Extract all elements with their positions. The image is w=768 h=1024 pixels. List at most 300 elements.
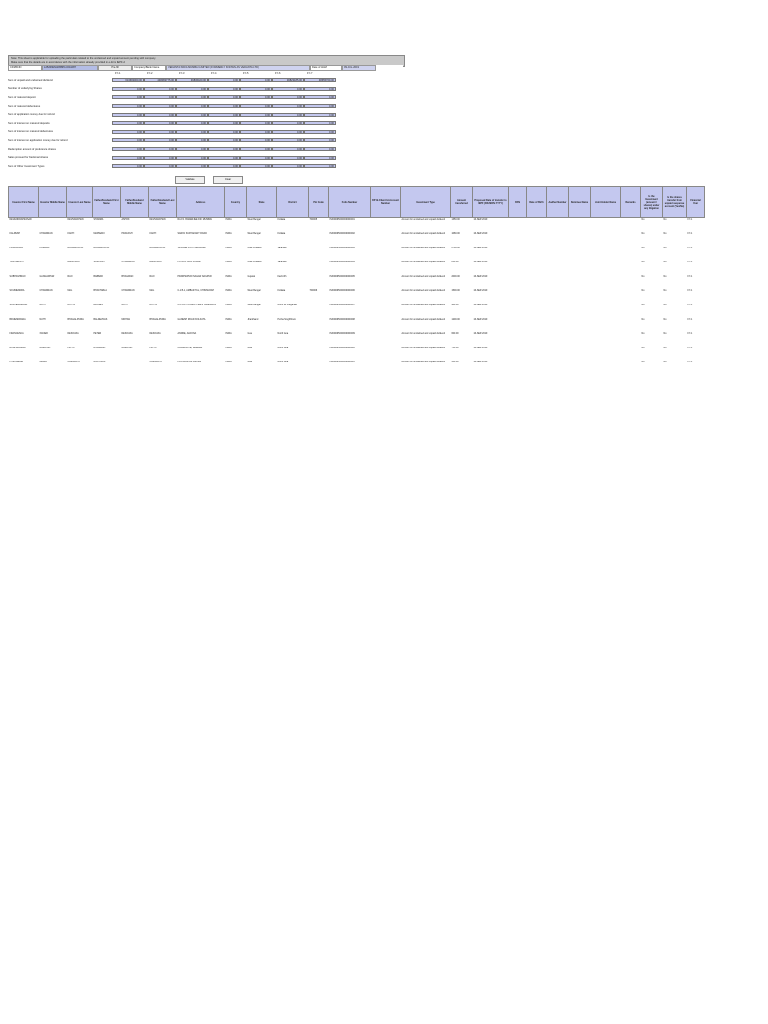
table-cell[interactable]: No (663, 289, 667, 292)
clear-button[interactable]: Clear (213, 176, 243, 184)
table-cell[interactable]: Goa (247, 332, 252, 335)
table-cell[interactable]: BALDEVDAS (93, 318, 108, 321)
table-cell[interactable]: West Bengal (247, 304, 261, 307)
table-cell[interactable] (39, 261, 67, 275)
table-cell[interactable]: RUGHWASAMI (9, 347, 26, 350)
table-cell[interactable]: Amount for unclaimed and unpaid dividend (401, 304, 446, 307)
table-cell[interactable]: West Bengal (247, 232, 261, 235)
table-cell[interactable]: Goa (247, 361, 252, 364)
table-cell[interactable]: BANDHURI (149, 261, 162, 264)
table-cell[interactable]: Amount for unclaimed and unpaid dividend (401, 361, 446, 364)
table-cell[interactable] (371, 318, 401, 332)
table-cell[interactable] (547, 332, 569, 346)
table-cell[interactable]: GANESH ROAD KOLKATA (177, 318, 206, 321)
table-cell[interactable]: No (663, 261, 667, 264)
table-cell[interactable]: BANDHURI (67, 261, 80, 264)
table-cell[interactable] (371, 261, 401, 275)
table-cell[interactable]: FY-1 (687, 318, 693, 321)
agm-date-field[interactable]: 09-JUL-2019 (342, 65, 376, 71)
table-cell[interactable]: 16-SEP-2019 (473, 304, 488, 307)
table-cell[interactable] (371, 232, 401, 246)
column-header: Country (225, 187, 247, 218)
table-cell[interactable]: Amount for unclaimed and unpaid dividend (401, 232, 446, 235)
table-cell[interactable]: Purba Singhbhum (277, 318, 296, 321)
table-cell[interactable] (621, 332, 641, 346)
table-cell[interactable] (591, 361, 621, 375)
table-cell[interactable]: BHAGALPURIA (67, 318, 84, 321)
table-cell[interactable]: FY-1 (687, 247, 693, 250)
table-cell[interactable]: CHANDRAN (39, 289, 53, 292)
table-cell[interactable]: No (641, 304, 645, 307)
table-cell[interactable]: No (641, 232, 645, 235)
table-cell[interactable]: PRINCIPALD (9, 247, 24, 250)
table-cell[interactable]: INDIA (225, 218, 232, 221)
table-cell[interactable]: SUBHASHRAO (9, 275, 26, 278)
table-cell[interactable]: 1500.00 (451, 289, 460, 292)
table-cell[interactable]: West Bengal (247, 218, 261, 221)
table-cell[interactable]: BHAGALPURIA (149, 318, 166, 321)
table-cell[interactable]: IN300095000000000008 (329, 318, 355, 321)
table-cell[interactable]: MOHAN (121, 318, 131, 321)
table-cell[interactable] (547, 361, 569, 375)
table-cell[interactable] (591, 218, 621, 233)
table-cell[interactable]: INDIA (225, 332, 232, 335)
table-cell[interactable] (569, 347, 591, 361)
table-cell[interactable]: No (663, 332, 667, 335)
table-cell[interactable]: No (641, 261, 645, 264)
table-cell[interactable] (39, 218, 67, 233)
column-header: Proposed Date of transfer to IEPF (DD-MON-YYYY) (473, 187, 509, 218)
table-cell[interactable]: KANTI (67, 232, 75, 235)
table-cell[interactable] (509, 275, 527, 289)
table-cell[interactable]: 16-SEP-2019 (473, 232, 488, 235)
table-cell[interactable]: Varanasi (277, 247, 287, 250)
table-cell[interactable]: 700006 (309, 289, 318, 292)
table-cell[interactable]: BHAGWAN (93, 347, 106, 350)
table-cell[interactable]: FY-1 (687, 347, 693, 350)
table-cell[interactable]: PINTO (149, 347, 157, 350)
column-header: Folio Number (329, 187, 371, 218)
table-cell[interactable] (621, 261, 641, 275)
table-cell[interactable]: Goa (247, 347, 252, 350)
table-cell[interactable]: BROJEN (93, 304, 103, 307)
table-cell[interactable]: IN300095000000000001 (329, 218, 355, 221)
table-cell[interactable] (621, 318, 641, 332)
table-cell[interactable] (591, 318, 621, 332)
table-cell[interactable]: INDIA (225, 304, 232, 307)
table-cell[interactable] (591, 304, 621, 318)
table-cell[interactable] (509, 361, 527, 375)
table-cell[interactable]: DUTTA (149, 304, 157, 307)
table-cell[interactable] (569, 261, 591, 275)
table-cell[interactable]: 750.00 (451, 347, 459, 350)
table-cell[interactable] (121, 361, 149, 375)
table-cell[interactable]: NATH (39, 304, 46, 307)
table-cell[interactable] (569, 247, 591, 261)
table-cell[interactable]: RAO (149, 275, 155, 278)
table-cell[interactable]: BHAKTABLA (93, 289, 107, 292)
table-cell[interactable]: DUTTA (67, 304, 75, 307)
table-cell[interactable]: RAJANIKANTA (149, 247, 166, 250)
table-cell[interactable]: Uttar Pradesh (247, 261, 262, 264)
table-cell[interactable] (371, 347, 401, 361)
table-cell[interactable] (569, 218, 591, 233)
table-cell[interactable]: CARVALHO (149, 361, 162, 364)
table-cell[interactable] (527, 304, 547, 318)
table-cell[interactable] (371, 361, 401, 375)
table-cell[interactable]: DESOUZA (149, 332, 161, 335)
table-cell[interactable]: DEVNANDHAN (149, 218, 166, 221)
table-cell[interactable] (509, 247, 527, 261)
table-cell[interactable]: 2700.00 (451, 247, 460, 250)
table-cell[interactable]: Amount for unclaimed and unpaid dividend (401, 275, 446, 278)
table-cell[interactable]: No (663, 304, 667, 307)
table-cell[interactable]: FONTAINHAS PANJIM (177, 361, 202, 364)
table-cell[interactable]: Amount for unclaimed and unpaid dividend (401, 261, 446, 264)
table-cell[interactable]: No (663, 247, 667, 250)
table-cell[interactable] (621, 347, 641, 361)
table-cell[interactable]: ANDRE, ALDONA (177, 332, 197, 335)
table-cell[interactable]: IN300095000000000011 (329, 361, 355, 364)
table-cell[interactable] (547, 232, 569, 246)
table-cell[interactable]: IN300095000000000007 (329, 304, 355, 307)
table-cell[interactable]: BHAGWAN (121, 275, 134, 278)
table-cell[interactable]: INDIA (225, 247, 232, 250)
table-cell[interactable]: C-1/5-1, AMBAR TAL, CHINSURAH (177, 289, 215, 292)
company-name-field[interactable]: VEDANTA INDIA MUMBAI LIMITED (FORMERLY KNOWN AS VEDANTA LTD) (166, 65, 310, 71)
table-cell[interactable]: Amount for unclaimed and unpaid dividend (401, 332, 446, 335)
table-cell[interactable]: ASHOK (121, 218, 130, 221)
table-cell[interactable]: Amount for unclaimed and unpaid dividend (401, 218, 446, 221)
table-cell[interactable] (371, 332, 401, 346)
summary-value: 0.00 (272, 104, 304, 108)
table-cell[interactable] (509, 304, 527, 318)
table-cell[interactable]: KUMARA (39, 247, 50, 250)
table-cell[interactable]: North Goa (277, 347, 289, 350)
table-cell[interactable]: No (663, 361, 667, 364)
table-cell[interactable]: RAJ N. BANERJEE DR. MUMBAI (177, 218, 212, 221)
table-cell[interactable]: Kolkata (277, 289, 286, 292)
table-cell[interactable]: 16-SEP-2019 (473, 218, 488, 221)
table-cell[interactable] (309, 275, 329, 289)
table-cell[interactable] (569, 304, 591, 318)
table-cell[interactable] (527, 247, 547, 261)
table-cell[interactable]: GANGADHAR (39, 275, 55, 278)
table-cell[interactable]: CHANDRAN (121, 261, 135, 264)
table-cell[interactable]: INDIA (225, 289, 232, 292)
table-cell[interactable] (509, 232, 527, 246)
table-cell[interactable]: PHILOMENA (9, 361, 24, 364)
table-cell[interactable]: 1350.00 (451, 218, 460, 221)
table-cell[interactable] (527, 347, 547, 361)
table-cell[interactable]: 16-SEP-2019 (473, 332, 488, 335)
table-cell[interactable]: No (641, 275, 645, 278)
table-cell[interactable] (527, 361, 547, 375)
table-cell[interactable] (621, 289, 641, 303)
table-cell[interactable]: 16-SEP-2019 (473, 261, 488, 264)
table-cell[interactable] (309, 332, 329, 346)
table-cell[interactable]: Kolkata (277, 218, 286, 221)
table-cell[interactable] (547, 347, 569, 361)
table-cell[interactable] (621, 218, 641, 233)
table-cell[interactable] (569, 318, 591, 332)
table-cell[interactable] (309, 247, 329, 261)
table-cell[interactable]: BRIJENDRANA (9, 318, 26, 321)
table-cell[interactable]: Uttar Pradesh (247, 247, 262, 250)
summary-value: 0.00 (304, 164, 336, 168)
table-cell[interactable]: No (641, 361, 645, 364)
table-cell[interactable]: DEVNANDHAN (67, 218, 84, 221)
table-cell[interactable]: Amount for unclaimed and unpaid dividend (401, 318, 446, 321)
table-cell[interactable] (527, 232, 547, 246)
summary-value: 46836420.00 (176, 78, 208, 82)
table-cell[interactable] (547, 218, 569, 233)
table-cell[interactable] (547, 318, 569, 332)
table-cell[interactable]: MAL (149, 289, 155, 292)
table-cell[interactable]: 16-SEP-2019 (473, 347, 488, 350)
validate-button[interactable]: Validate (175, 176, 205, 184)
table-cell[interactable]: 16-SEP-2019 (473, 318, 488, 321)
table-cell[interactable] (547, 261, 569, 275)
table-cell[interactable]: INDIA (225, 261, 232, 264)
summary-value: 0.00 (208, 121, 240, 125)
table-cell[interactable]: IN300095000000000006 (329, 289, 355, 292)
table-cell[interactable]: NARAYAN (39, 347, 51, 350)
table-cell[interactable]: No (641, 247, 645, 250)
table-cell[interactable]: INDIA (225, 232, 232, 235)
table-cell[interactable] (591, 289, 621, 303)
table-cell[interactable]: DESOUZA (121, 332, 133, 335)
table-cell[interactable]: No (663, 218, 667, 221)
table-cell[interactable]: KANTI (149, 232, 157, 235)
table-cell[interactable]: No (641, 289, 645, 292)
table-cell[interactable]: XAVIER (39, 332, 48, 335)
table-cell[interactable]: SOUMENDRA (9, 289, 25, 292)
table-cell[interactable] (509, 289, 527, 303)
table-cell[interactable]: Kachchh (277, 275, 287, 278)
table-cell[interactable] (591, 332, 621, 346)
table-cell[interactable]: IN300095000000000010 (329, 347, 355, 350)
table-cell[interactable]: NATH (121, 304, 128, 307)
table-cell[interactable] (569, 232, 591, 246)
table-cell[interactable]: VILLAGE POST DEOGARH (177, 247, 207, 250)
table-cell[interactable]: 16-SEP-2019 (473, 275, 488, 278)
table-cell[interactable]: CHANDRAN (121, 289, 135, 292)
table-cell[interactable] (569, 332, 591, 346)
table-cell[interactable]: North Goa (277, 332, 289, 335)
table-cell[interactable] (621, 232, 641, 246)
header-row (8, 65, 403, 70)
table-cell[interactable] (509, 332, 527, 346)
table-cell[interactable]: Amount for unclaimed and unpaid dividend (401, 289, 446, 292)
table-cell[interactable] (371, 275, 401, 289)
table-cell[interactable] (569, 275, 591, 289)
table-cell[interactable]: NARAYAN (121, 347, 133, 350)
table-cell[interactable] (309, 361, 329, 375)
table-cell[interactable]: 900.00 (451, 304, 459, 307)
table-cell[interactable]: Kolkata (277, 232, 286, 235)
table-cell[interactable]: FRANCESCA (9, 332, 24, 335)
prefill-button[interactable]: Pre-fill (98, 65, 132, 71)
table-cell[interactable]: IN300095000000000005 (329, 275, 355, 278)
table-cell[interactable]: IN300095000000000002 (329, 232, 355, 235)
table-cell[interactable] (547, 289, 569, 303)
table-cell[interactable] (371, 289, 401, 303)
table-cell[interactable] (569, 289, 591, 303)
table-cell[interactable]: MARWADI (93, 232, 105, 235)
table-cell[interactable]: IN300095000000000009 (329, 332, 355, 335)
summary-value: 0.00 (240, 104, 272, 108)
table-cell[interactable]: SUKHENDRANA (9, 304, 28, 307)
table-cell[interactable]: PINTO (67, 347, 75, 350)
table-cell[interactable]: Gujarat (247, 275, 256, 278)
table-cell[interactable]: Jharkhand (247, 318, 259, 321)
table-cell[interactable]: INDIA (225, 347, 232, 350)
table-cell[interactable] (621, 361, 641, 375)
table-cell[interactable]: 16-SEP-2019 (473, 247, 488, 250)
table-cell[interactable] (371, 304, 401, 318)
table-cell[interactable] (509, 261, 527, 275)
table-cell[interactable]: No (663, 318, 667, 321)
table-cell[interactable] (509, 318, 527, 332)
table-cell[interactable]: SAROJ SURYAKANT ROAD (177, 232, 207, 235)
table-cell[interactable]: NATH (39, 318, 46, 321)
table-cell[interactable] (591, 347, 621, 361)
table-cell[interactable] (309, 304, 329, 318)
table-cell[interactable]: DEVENDRAPRASAD (9, 218, 32, 221)
table-cell[interactable]: No (641, 318, 645, 321)
table-cell[interactable]: C/O DUTTA BROTHERS TALEGAON (177, 304, 216, 307)
table-cell[interactable]: No (641, 218, 645, 221)
table-cell[interactable]: DESOUZA (67, 332, 79, 335)
table-cell[interactable] (527, 218, 547, 233)
year-label: FY-4 (211, 72, 217, 75)
table-cell[interactable]: 1080.00 (451, 232, 460, 235)
table-cell[interactable]: FY-1 (687, 275, 693, 278)
table-cell[interactable]: INDIA (225, 318, 232, 321)
table-cell[interactable]: SHARMA (93, 218, 104, 221)
table-cell[interactable]: No (663, 275, 667, 278)
table-cell[interactable]: SUBHASH (93, 261, 105, 264)
table-cell[interactable]: FY-1 (687, 261, 693, 264)
table-cell[interactable]: 700005 (309, 218, 318, 221)
table-cell[interactable] (309, 261, 329, 275)
table-cell[interactable]: 16-SEP-2019 (473, 289, 488, 292)
table-cell[interactable]: FY-1 (687, 218, 693, 221)
table-cell[interactable]: RAJANIKANTA (67, 247, 84, 250)
table-cell[interactable]: FY-1 (687, 304, 693, 307)
table-cell[interactable]: 16-SEP-2019 (473, 361, 488, 364)
table-cell[interactable]: Amount for unclaimed and unpaid dividend (401, 247, 446, 250)
table-cell[interactable]: West Bengal (247, 289, 261, 292)
table-cell[interactable] (309, 347, 329, 361)
table-cell[interactable] (591, 275, 621, 289)
table-cell[interactable]: PETER (93, 332, 102, 335)
table-cell[interactable] (591, 232, 621, 246)
table-cell[interactable] (527, 261, 547, 275)
table-cell[interactable]: 1200.00 (451, 318, 460, 321)
table-cell[interactable] (591, 247, 621, 261)
summary-value: 0.00 (304, 95, 336, 99)
table-cell[interactable]: No (641, 332, 645, 335)
table-cell[interactable]: KALPESH (9, 232, 21, 235)
summary-value: 0.00 (112, 130, 144, 134)
table-cell[interactable]: FY-1 (687, 332, 693, 335)
table-cell[interactable]: INDIA (225, 361, 232, 364)
table-cell[interactable]: PRABHAPURI NAGAR NAGPUR (177, 275, 212, 278)
table-cell[interactable]: PRAKASH (121, 232, 133, 235)
action-buttons (175, 176, 243, 184)
table-cell[interactable]: FY-1 (687, 232, 693, 235)
table-cell[interactable] (509, 347, 527, 361)
table-cell[interactable]: NICHOLAS (93, 361, 106, 364)
table-cell[interactable]: CARVALHO (67, 361, 80, 364)
table-cell[interactable]: RAO (67, 275, 73, 278)
summary-value: 0.00 (208, 156, 240, 160)
summary-value: 0.00 (240, 164, 272, 168)
table-cell[interactable] (509, 218, 527, 233)
table-cell[interactable]: PO BOX 3105 KUWAIT (177, 261, 202, 264)
table-cell[interactable] (621, 304, 641, 318)
table-cell[interactable]: North Goa (277, 361, 289, 364)
table-cell[interactable]: FY-1 (687, 289, 693, 292)
table-cell[interactable]: FY-1 (687, 361, 693, 364)
table-cell[interactable]: No (663, 232, 667, 235)
table-cell[interactable] (621, 275, 641, 289)
summary-row (8, 145, 348, 154)
column-header: Investor First Name (9, 187, 39, 218)
table-cell[interactable] (371, 247, 401, 261)
table-cell[interactable]: North 24 Parganas (277, 304, 297, 307)
table-cell[interactable]: YASHWANTH (9, 261, 24, 264)
table-cell[interactable]: Amount for unclaimed and unpaid dividend (401, 347, 446, 350)
table-cell[interactable]: INDIA (225, 275, 232, 278)
table-cell[interactable]: Varanasi (277, 261, 287, 264)
table-cell[interactable] (621, 247, 641, 261)
table-cell[interactable]: IN300095000000000003 (329, 247, 355, 250)
table-cell[interactable] (547, 304, 569, 318)
table-cell[interactable]: No (663, 347, 667, 350)
table-cell[interactable] (121, 247, 149, 261)
cin-input[interactable]: L25209MH1958PLC011087 (42, 65, 98, 71)
table-cell[interactable]: 850.00 (451, 261, 459, 264)
table-cell[interactable]: CHANDRAN (39, 232, 53, 235)
table-cell[interactable] (547, 247, 569, 261)
table-cell[interactable] (547, 275, 569, 289)
table-cell[interactable] (309, 318, 329, 332)
table-cell[interactable]: MARIA (39, 361, 47, 364)
table-cell[interactable]: RAJANIKANTA (93, 247, 110, 250)
table-cell[interactable] (591, 261, 621, 275)
table-cell[interactable]: 2000.00 (451, 275, 460, 278)
table-cell[interactable]: MAL (67, 289, 73, 292)
table-cell[interactable]: No (641, 347, 645, 350)
table-cell[interactable]: BABBAR (93, 275, 103, 278)
table-cell[interactable] (527, 275, 547, 289)
table-cell[interactable] (569, 361, 591, 375)
table-cell[interactable]: 450.00 (451, 361, 459, 364)
summary-section (8, 76, 348, 171)
table-cell[interactable] (309, 232, 329, 246)
table-cell[interactable] (527, 318, 547, 332)
table-cell[interactable] (527, 289, 547, 303)
table-cell[interactable] (527, 332, 547, 346)
table-cell[interactable]: CALANGUTE, BARDEZ (177, 347, 203, 350)
table-cell[interactable] (371, 218, 401, 233)
summary-value: 0.00 (272, 113, 304, 117)
table-cell[interactable]: IN300095000000000004 (329, 261, 355, 264)
table-cell[interactable]: 600.00 (451, 332, 459, 335)
